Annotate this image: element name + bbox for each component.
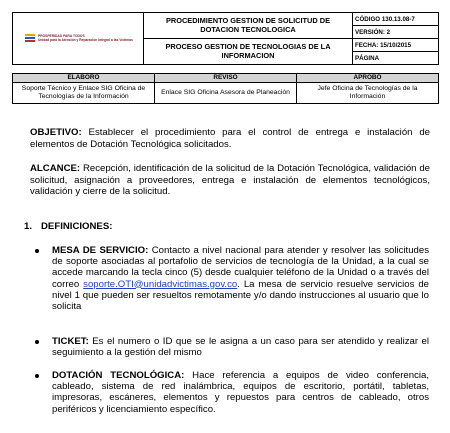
section-number: 1. xyxy=(24,221,33,232)
section-title: DEFINICIONES: xyxy=(41,221,113,232)
definition-term: DOTACIÓN TECNOLÓGICA: xyxy=(52,370,185,381)
document-version: VERSIÓN: 2 xyxy=(353,26,439,39)
objective-label: OBJETIVO: xyxy=(30,127,82,138)
support-email-link[interactable]: soporte.OTI@unidadvictimas.gov.co xyxy=(83,278,238,290)
definition-term: MESA DE SERVICIO: xyxy=(52,245,149,256)
value-reviso: Enlace SIG Oficina Asesora de Planeación xyxy=(155,82,297,103)
approval-table xyxy=(12,73,439,104)
scope-text: Recepción, identificación de la solicitud de la Dotación Tecnológica, validación de solicitud, asignación a proveedores, entrega e instalación de elementos tecnológicos, validación y cierre de la solicitud. xyxy=(30,163,430,198)
definition-text: Hace referencia a equipos de video conferencia, cableado, sistema de red inalámbrica, equipos de escritorio, portátil, tabletas, impresoras, escáneres, elementos y repuestos para centros de cableado, otros periféricos y licenciamiento específico. xyxy=(52,370,429,415)
objective-paragraph xyxy=(30,127,430,150)
unit-logo xyxy=(15,34,141,43)
bullet-icon xyxy=(35,249,39,253)
section-heading xyxy=(24,221,112,232)
document-page-number: PÁGINA xyxy=(353,52,439,65)
header-reviso: REVISÓ xyxy=(155,74,297,83)
document-code: CÓDIGO 130.13.08-7 xyxy=(353,13,439,26)
value-aprobo: Jefe Oficina de Tecnologías de la Información xyxy=(297,82,439,103)
document-date: FECHA: 15/10/2015 xyxy=(353,39,439,52)
bullet-icon xyxy=(35,340,39,344)
flag-icon xyxy=(25,34,35,43)
procedure-title: PROCEDIMIENTO GESTION DE SOLICITUD DE DOTACION TECNOLOGICA xyxy=(144,13,353,39)
definition-dotacion-tecnologica xyxy=(52,370,429,415)
header-elaboro: ELABORÓ xyxy=(13,74,155,83)
definition-text: Es el numero o ID que se le asigna a un caso para ser atendido y realizar el seguimiento a la gestión del mismo xyxy=(52,336,429,359)
logo-text xyxy=(38,35,133,43)
definition-ticket xyxy=(52,336,429,358)
definition-text: Contacto a nivel nacional para atender y resolver las solicitudes de soporte asociadas al portafolio de servicios de tecnología de la Unidad, a la cual se accede marcando la tecla cinco (5) desde cualquier teléfono de la Unidad o a través del correo xyxy=(52,245,429,290)
logo-text-line2: Unidad para la Atención y Reparación Integral a las Víctimas xyxy=(38,37,133,42)
value-elaboro: Soporte Técnico y Enlace SIG Oficina de Tecnologías de la Información xyxy=(13,82,155,103)
definition-mesa-de-servicio xyxy=(52,245,429,312)
scope-label: ALCANCE: xyxy=(30,163,81,174)
objective-text: Establecer el procedimiento para el control de entrega e instalación de elementos de Dotación Tecnológica solicitados. xyxy=(30,127,430,150)
bullet-icon xyxy=(35,374,39,378)
scope-paragraph xyxy=(30,163,430,198)
logo-text-line1: PROSPERIDAD PARA TODOS xyxy=(38,33,85,38)
definition-text-after: . La mesa de servicio resuelve servicios de nivel 1 que pueden ser resueltos remotamente y/o dando instrucciones al usuario que lo solicita xyxy=(52,278,430,313)
process-title: PROCESO GESTION DE TECNOLOGIAS DE LA INFORMACION xyxy=(144,39,353,65)
header-aprobo: APROBÓ xyxy=(297,74,439,83)
definition-term: TICKET: xyxy=(52,336,89,347)
document-header xyxy=(12,12,439,65)
logo-cell xyxy=(13,13,144,65)
